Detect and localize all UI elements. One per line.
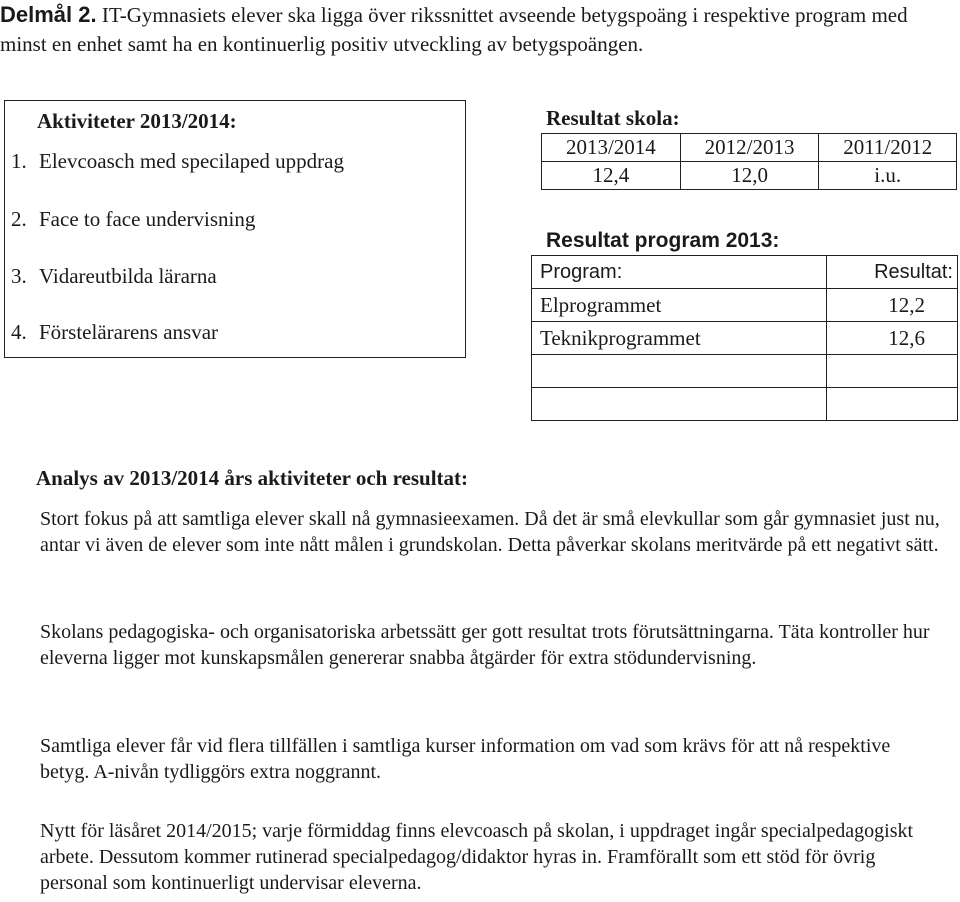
year-cell: 2013/2014 [542, 134, 681, 162]
school-results-table [541, 133, 957, 190]
result-cell [827, 355, 958, 388]
result-cell: 12,2 [827, 289, 958, 322]
table-row [542, 162, 957, 190]
analysis-paragraph: Nytt för läsåret 2014/2015; varje förmiddag finns elevcoasch på skolan, i uppdraget ingår specialpedagogiskt arbete. Dessutom kommer rutinerad specialpedagog/didaktor hyras in. Framförallt som ett stöd för övrig personal som kontinuerligt undervisar eleverna. [40, 820, 914, 894]
result-cell: 12,6 [827, 322, 958, 355]
year-cell: 2012/2013 [680, 134, 819, 162]
table-row [532, 388, 958, 421]
activity-item: 3. Vidareutbilda lärarna [11, 264, 217, 288]
program-results-title: Resultat program 2013: [546, 229, 780, 252]
program-cell [532, 388, 827, 421]
analysis-paragraph: Skolans pedagogiska- och organisatoriska arbetssätt ger gott resultat trots förutsättningarna. Täta kontroller hur eleverna ligger mot kunskapsmålen genererar snabba åtgärder för extra stödundervisning. [40, 621, 930, 669]
activity-item: 2. Face to face undervisning [11, 207, 256, 231]
program-cell [532, 355, 827, 388]
analysis-paragraph: Stort fokus på att samtliga elever skall nå gymnasieexamen. Då det är små elevkullar som går gymnasiet just nu, antar vi även de elever som inte nått målen i grundskolan. Detta påverkar skolans meritvärde på ett negativt sätt. [40, 508, 940, 556]
value-cell: i.u. [819, 162, 957, 190]
school-results-title: Resultat skola: [546, 106, 680, 130]
goal-label: Delmål 2. [0, 2, 97, 27]
goal-text: IT-Gymnasiets elever ska ligga över rikssnittet avseende betygspoäng i respektive program med minst en enhet samt ha en kontinuerlig positiv utveckling av betygspoängen. [0, 3, 908, 56]
analysis-paragraph: Samtliga elever får vid flera tillfällen i samtliga kurser information om vad som krävs för att nå respektive betyg. A-nivån tydliggörs extra noggrannt. [40, 735, 891, 783]
table-row [532, 355, 958, 388]
activities-title: Aktiviteter 2013/2014: [37, 109, 237, 133]
year-cell: 2011/2012 [819, 134, 957, 162]
table-header-row [532, 256, 958, 289]
program-cell: Teknikprogrammet [532, 322, 827, 355]
activity-item: 1. Elevcoasch med specilaped uppdrag [11, 149, 344, 173]
value-cell: 12,4 [542, 162, 681, 190]
activities-box [4, 100, 466, 358]
program-results-table [531, 255, 958, 421]
table-row [542, 134, 957, 162]
value-cell: 12,0 [680, 162, 819, 190]
activity-item: 4. Förstelärarens ansvar [11, 320, 219, 344]
table-row [532, 322, 958, 355]
table-row [532, 289, 958, 322]
program-cell: Elprogrammet [532, 289, 827, 322]
goal-statement [0, 0, 950, 59]
header-result: Resultat: [827, 256, 958, 289]
analysis-title: Analys av 2013/2014 års aktiviteter och resultat: [36, 466, 469, 490]
result-cell [827, 388, 958, 421]
header-program: Program: [532, 256, 827, 289]
